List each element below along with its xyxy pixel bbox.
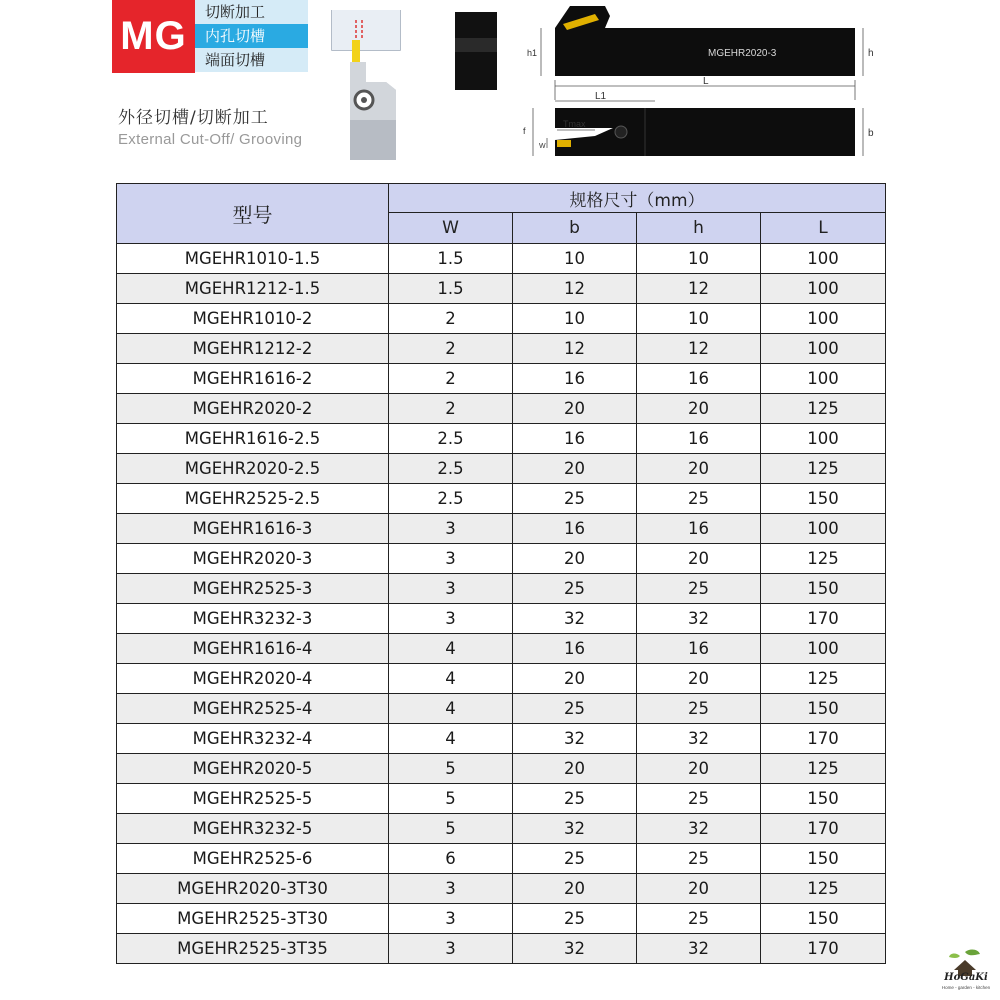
cell-w: 1.5 xyxy=(389,244,513,274)
cell-b: 16 xyxy=(513,424,637,454)
cell-b: 10 xyxy=(513,244,637,274)
section-title-zh: 外径切槽/切断加工 xyxy=(118,108,269,128)
dim-h-label: h xyxy=(868,48,874,59)
table-row xyxy=(117,274,886,304)
cell-model: MGEHR1616-2.5 xyxy=(117,424,389,454)
cell-b: 20 xyxy=(513,874,637,904)
table-row xyxy=(117,724,886,754)
cell-b: 32 xyxy=(513,604,637,634)
cell-b: 32 xyxy=(513,934,637,964)
dim-tmax-label: Tmax xyxy=(563,119,586,129)
table-row xyxy=(117,424,886,454)
cell-model: MGEHR2020-4 xyxy=(117,664,389,694)
cell-h: 20 xyxy=(637,544,761,574)
table-row xyxy=(117,604,886,634)
spec-table xyxy=(116,183,886,964)
cutoff-illustration-icon xyxy=(330,10,402,160)
cell-l: 125 xyxy=(761,394,886,424)
cell-h: 32 xyxy=(637,934,761,964)
cell-w: 2 xyxy=(389,334,513,364)
cell-l: 100 xyxy=(761,634,886,664)
logo-name: HoGaKi xyxy=(944,972,988,983)
cell-w: 2 xyxy=(389,364,513,394)
cell-w: 3 xyxy=(389,544,513,574)
cell-w: 3 xyxy=(389,604,513,634)
table-row xyxy=(117,574,886,604)
cell-h: 20 xyxy=(637,454,761,484)
cell-l: 125 xyxy=(761,544,886,574)
cell-l: 125 xyxy=(761,454,886,484)
cell-l: 150 xyxy=(761,694,886,724)
cell-l: 125 xyxy=(761,874,886,904)
cell-model: MGEHR1212-1.5 xyxy=(117,274,389,304)
cell-model: MGEHR2020-2 xyxy=(117,394,389,424)
cell-b: 32 xyxy=(513,724,637,754)
cell-b: 16 xyxy=(513,364,637,394)
cell-b: 12 xyxy=(513,274,637,304)
section-title-en: External Cut-Off/ Grooving xyxy=(118,131,303,148)
cell-h: 12 xyxy=(637,274,761,304)
cell-h: 25 xyxy=(637,484,761,514)
cell-h: 25 xyxy=(637,844,761,874)
table-row xyxy=(117,334,886,364)
table-row xyxy=(117,394,886,424)
cell-w: 1.5 xyxy=(389,274,513,304)
table-row xyxy=(117,874,886,904)
table-row xyxy=(117,754,886,784)
cell-h: 12 xyxy=(637,334,761,364)
cell-l: 100 xyxy=(761,304,886,334)
cell-l: 170 xyxy=(761,724,886,754)
cell-model: MGEHR2020-2.5 xyxy=(117,454,389,484)
cell-l: 100 xyxy=(761,244,886,274)
cell-h: 32 xyxy=(637,604,761,634)
cell-w: 4 xyxy=(389,694,513,724)
cell-h: 25 xyxy=(637,694,761,724)
table-row xyxy=(117,784,886,814)
model-column-header: 型号 xyxy=(117,184,389,244)
cell-model: MGEHR2525-5 xyxy=(117,784,389,814)
tool-marking-text: MGEHR2020-3 xyxy=(708,48,777,59)
dim-L-label: L xyxy=(703,76,709,87)
table-row xyxy=(117,844,886,874)
table-row xyxy=(117,364,886,394)
cell-b: 20 xyxy=(513,754,637,784)
cell-model: MGEHR1212-2 xyxy=(117,334,389,364)
cell-model: MGEHR2020-3T30 xyxy=(117,874,389,904)
cell-model: MGEHR2525-2.5 xyxy=(117,484,389,514)
dim-f-label: f xyxy=(523,126,526,136)
table-row xyxy=(117,934,886,964)
cell-model: MGEHR2525-4 xyxy=(117,694,389,724)
mg-badge: MG xyxy=(112,0,195,73)
spec-table-body xyxy=(117,244,886,964)
table-row xyxy=(117,304,886,334)
table-row xyxy=(117,244,886,274)
cell-h: 20 xyxy=(637,394,761,424)
column-header-l: L xyxy=(761,213,886,244)
cell-model: MGEHR2020-5 xyxy=(117,754,389,784)
table-row xyxy=(117,694,886,724)
cell-b: 25 xyxy=(513,904,637,934)
table-row xyxy=(117,544,886,574)
cell-h: 16 xyxy=(637,634,761,664)
column-header-w: W xyxy=(389,213,513,244)
cell-l: 150 xyxy=(761,574,886,604)
cell-b: 32 xyxy=(513,814,637,844)
table-row xyxy=(117,634,886,664)
cell-w: 2.5 xyxy=(389,484,513,514)
cell-w: 3 xyxy=(389,874,513,904)
table-row xyxy=(117,514,886,544)
table-row xyxy=(117,904,886,934)
cell-model: MGEHR3232-3 xyxy=(117,604,389,634)
cell-b: 16 xyxy=(513,514,637,544)
cell-h: 16 xyxy=(637,364,761,394)
cell-b: 10 xyxy=(513,304,637,334)
cell-b: 25 xyxy=(513,844,637,874)
cell-w: 4 xyxy=(389,634,513,664)
category-list xyxy=(195,0,308,73)
cell-model: MGEHR1010-1.5 xyxy=(117,244,389,274)
cell-model: MGEHR1010-2 xyxy=(117,304,389,334)
cell-h: 25 xyxy=(637,784,761,814)
cell-model: MGEHR2525-3 xyxy=(117,574,389,604)
cell-h: 20 xyxy=(637,754,761,784)
cell-h: 20 xyxy=(637,874,761,904)
cell-model: MGEHR2525-3T30 xyxy=(117,904,389,934)
cell-model: MGEHR3232-4 xyxy=(117,724,389,754)
cell-l: 100 xyxy=(761,334,886,364)
cell-b: 20 xyxy=(513,454,637,484)
cell-w: 2 xyxy=(389,394,513,424)
column-header-b: b xyxy=(513,213,637,244)
cell-h: 32 xyxy=(637,814,761,844)
table-row xyxy=(117,484,886,514)
cell-b: 20 xyxy=(513,544,637,574)
cell-h: 10 xyxy=(637,244,761,274)
cell-model: MGEHR1616-2 xyxy=(117,364,389,394)
cell-l: 100 xyxy=(761,274,886,304)
cell-l: 125 xyxy=(761,664,886,694)
cell-w: 2 xyxy=(389,304,513,334)
category-internal-grooving: 内孔切槽 xyxy=(195,24,308,48)
cell-w: 3 xyxy=(389,514,513,544)
cell-w: 3 xyxy=(389,904,513,934)
cell-w: 4 xyxy=(389,724,513,754)
cell-b: 25 xyxy=(513,484,637,514)
column-header-h: h xyxy=(637,213,761,244)
cell-l: 100 xyxy=(761,364,886,394)
cell-model: MGEHR1616-4 xyxy=(117,634,389,664)
category-face-grooving: 端面切槽 xyxy=(195,48,308,72)
table-row xyxy=(117,664,886,694)
cell-l: 100 xyxy=(761,514,886,544)
cell-b: 12 xyxy=(513,334,637,364)
dim-L1-label: L1 xyxy=(595,91,607,102)
cell-h: 10 xyxy=(637,304,761,334)
cell-w: 3 xyxy=(389,574,513,604)
cell-l: 125 xyxy=(761,754,886,784)
cell-h: 32 xyxy=(637,724,761,754)
spec-group-header: 规格尺寸（mm） xyxy=(389,184,886,213)
cell-l: 170 xyxy=(761,814,886,844)
cell-b: 20 xyxy=(513,664,637,694)
dim-b-label: b xyxy=(868,128,874,139)
cell-b: 25 xyxy=(513,574,637,604)
cell-h: 25 xyxy=(637,904,761,934)
category-cutoff: 切断加工 xyxy=(195,0,308,24)
cell-w: 6 xyxy=(389,844,513,874)
dim-h1-label: h1 xyxy=(527,48,538,58)
cell-l: 150 xyxy=(761,904,886,934)
logo-tagline: Home - garden - kitchen xyxy=(941,985,991,990)
cell-b: 16 xyxy=(513,634,637,664)
cell-b: 25 xyxy=(513,694,637,724)
cell-l: 150 xyxy=(761,784,886,814)
cell-w: 2.5 xyxy=(389,454,513,484)
cell-b: 25 xyxy=(513,784,637,814)
cell-h: 20 xyxy=(637,664,761,694)
cell-l: 170 xyxy=(761,934,886,964)
cell-h: 16 xyxy=(637,424,761,454)
cell-model: MGEHR2525-3T35 xyxy=(117,934,389,964)
cell-l: 150 xyxy=(761,484,886,514)
tool-dimension-drawing xyxy=(445,0,895,175)
cell-b: 20 xyxy=(513,394,637,424)
cell-l: 100 xyxy=(761,424,886,454)
cell-w: 4 xyxy=(389,664,513,694)
cell-h: 25 xyxy=(637,574,761,604)
dim-w-label: W xyxy=(539,143,546,150)
cell-model: MGEHR2525-6 xyxy=(117,844,389,874)
cell-w: 2.5 xyxy=(389,424,513,454)
table-row xyxy=(117,454,886,484)
cell-w: 5 xyxy=(389,784,513,814)
cell-w: 5 xyxy=(389,754,513,784)
cell-w: 5 xyxy=(389,814,513,844)
cell-model: MGEHR1616-3 xyxy=(117,514,389,544)
cell-l: 170 xyxy=(761,604,886,634)
cell-model: MGEHR2020-3 xyxy=(117,544,389,574)
cell-h: 16 xyxy=(637,514,761,544)
table-row xyxy=(117,814,886,844)
cell-w: 3 xyxy=(389,934,513,964)
cell-l: 150 xyxy=(761,844,886,874)
cell-model: MGEHR3232-5 xyxy=(117,814,389,844)
